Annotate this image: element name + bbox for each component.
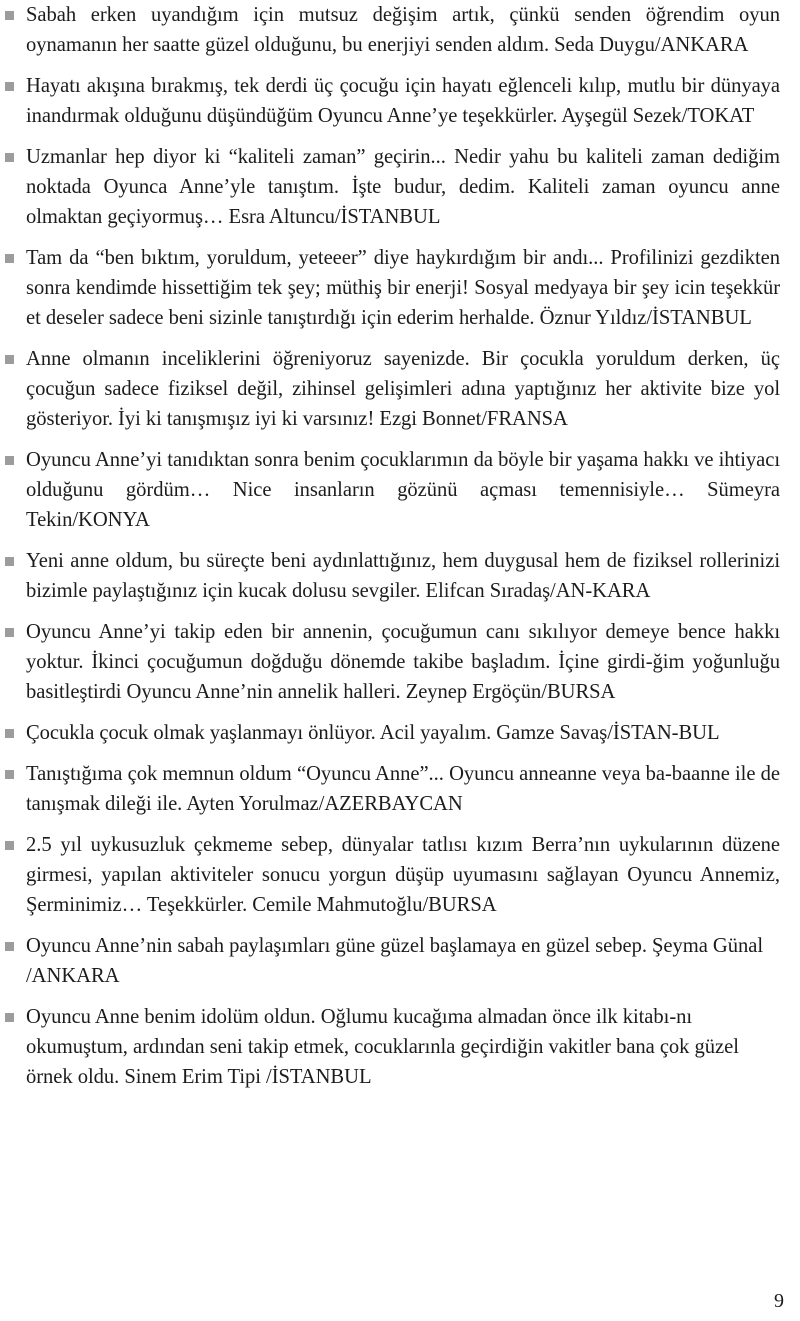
testimonial-text: Tanıştığıma çok memnun oldum “Oyuncu Anne”... Oyuncu anneanne veya ba-baanne ile de tanışmak dileği ile. Ayten Yorulmaz/AZERBAYCAN xyxy=(26,763,780,815)
testimonial-text: Hayatı akışına bırakmış, tek derdi üç çocuğu için hayatı eğlenceli kılıp, mutlu bir dünyaya inandırmak olduğunu düşündüğüm Oyuncu Anne’ye teşekkürler. Ayşegül Sezek/TOKAT xyxy=(26,75,780,127)
list-item xyxy=(0,344,782,434)
testimonial-text: Tam da “ben bıktım, yoruldum, yeteeer” diye haykırdığım bir andı... Profilinizi gezdikten sonra kendimde hissettiğim tek şey; müthiş bir enerji! Sosyal medyaya bir şey icin teşekkür et deseler sadece beni sizinle tanıştırdığı için ederim herhalde. Öznur Yıldız/İSTANBUL xyxy=(26,247,780,329)
list-item xyxy=(0,931,782,991)
testimonial-text: Uzmanlar hep diyor ki “kaliteli zaman” geçirin... Nedir yahu bu kaliteli zaman dediğim noktada Oyunca Anne’yle tanıştım. İşte budur, dedim. Kaliteli zaman oyuncu anne olmaktan geçiyormuş… Esra Altuncu/İSTANBUL xyxy=(26,146,780,228)
testimonial-text: Anne olmanın inceliklerini öğreniyoruz sayenizde. Bir çocukla yoruldum derken, üç çocuğun sadece fiziksel değil, zihinsel gelişimleri adına yaptığınız her aktivite bize yol gösteriyor. İyi ki tanışmışız iyi ki varsınız! Ezgi Bonnet/FRANSA xyxy=(26,348,780,430)
testimonial-text: Oyuncu Anne’nin sabah paylaşımları güne güzel başlamaya en güzel sebep. Şeyma Günal /ANKARA xyxy=(26,935,763,987)
square-bullet-icon xyxy=(5,628,14,637)
square-bullet-icon xyxy=(5,942,14,951)
list-item xyxy=(0,718,782,748)
list-item xyxy=(0,617,782,707)
list-item xyxy=(0,0,782,60)
square-bullet-icon xyxy=(5,729,14,738)
square-bullet-icon xyxy=(5,557,14,566)
square-bullet-icon xyxy=(5,11,14,20)
list-item xyxy=(0,546,782,606)
square-bullet-icon xyxy=(5,82,14,91)
list-item xyxy=(0,243,782,333)
square-bullet-icon xyxy=(5,153,14,162)
square-bullet-icon xyxy=(5,1013,14,1022)
list-item xyxy=(0,142,782,232)
testimonial-text: Oyuncu Anne’yi takip eden bir annenin, çocuğumun canı sıkılıyor demeye bence hakkı yoktur. İkinci çocuğumun doğduğu dönemde takibe başladım. İçine girdi-ğim yoğunluğu basitleştirdi Oyuncu Anne’nin annelik halleri. Zeynep Ergöçün/BURSA xyxy=(26,621,780,703)
testimonial-text: Sabah erken uyandığım için mutsuz değişim artık, çünkü senden öğrendim oyun oynamanın her saatte güzel olduğunu, bu enerjiyi senden aldım. Seda Duygu/ANKARA xyxy=(26,4,780,56)
list-item xyxy=(0,830,782,920)
list-item xyxy=(0,759,782,819)
square-bullet-icon xyxy=(5,456,14,465)
testimonial-text: Oyuncu Anne’yi tanıdıktan sonra benim çocuklarımın da böyle bir yaşama hakkı ve ihtiyacı olduğunu gördüm… Nice insanların gözünü açması temennisiyle… Sümeyra Tekin/KONYA xyxy=(26,449,780,531)
list-item xyxy=(0,445,782,535)
testimonial-text: Çocukla çocuk olmak yaşlanmayı önlüyor. Acil yayalım. Gamze Savaş/İSTAN-BUL xyxy=(26,722,720,744)
list-item xyxy=(0,1002,782,1092)
square-bullet-icon xyxy=(5,770,14,779)
page-number: 9 xyxy=(774,1290,784,1312)
square-bullet-icon xyxy=(5,841,14,850)
square-bullet-icon xyxy=(5,355,14,364)
testimonial-text: Oyuncu Anne benim idolüm oldun. Oğlumu kucağıma almadan önce ilk kitabı-nı okumuştum, ardından seni takip etmek, cocuklarınla geçirdiğin vakitler bana çok güzel örnek oldu. Sinem Erim Tipi /İSTANBUL xyxy=(26,1006,739,1088)
testimonial-text: 2.5 yıl uykusuzluk çekmeme sebep, dünyalar tatlısı kızım Berra’nın uykularının düzene girmesi, yapılan aktiviteler sonucu yorgun düşüp uyumasını sağlayan Oyuncu Annemiz, Şerminimiz… Teşekkürler. Cemile Mahmutoğlu/BURSA xyxy=(26,834,780,916)
square-bullet-icon xyxy=(5,254,14,263)
list-item xyxy=(0,71,782,131)
testimonial-text: Yeni anne oldum, bu süreçte beni aydınlattığınız, hem duygusal hem de fiziksel rollerinizi bizimle paylaştığınız için kucak dolusu sevgiler. Elifcan Sıradaş/AN-KARA xyxy=(26,550,780,602)
